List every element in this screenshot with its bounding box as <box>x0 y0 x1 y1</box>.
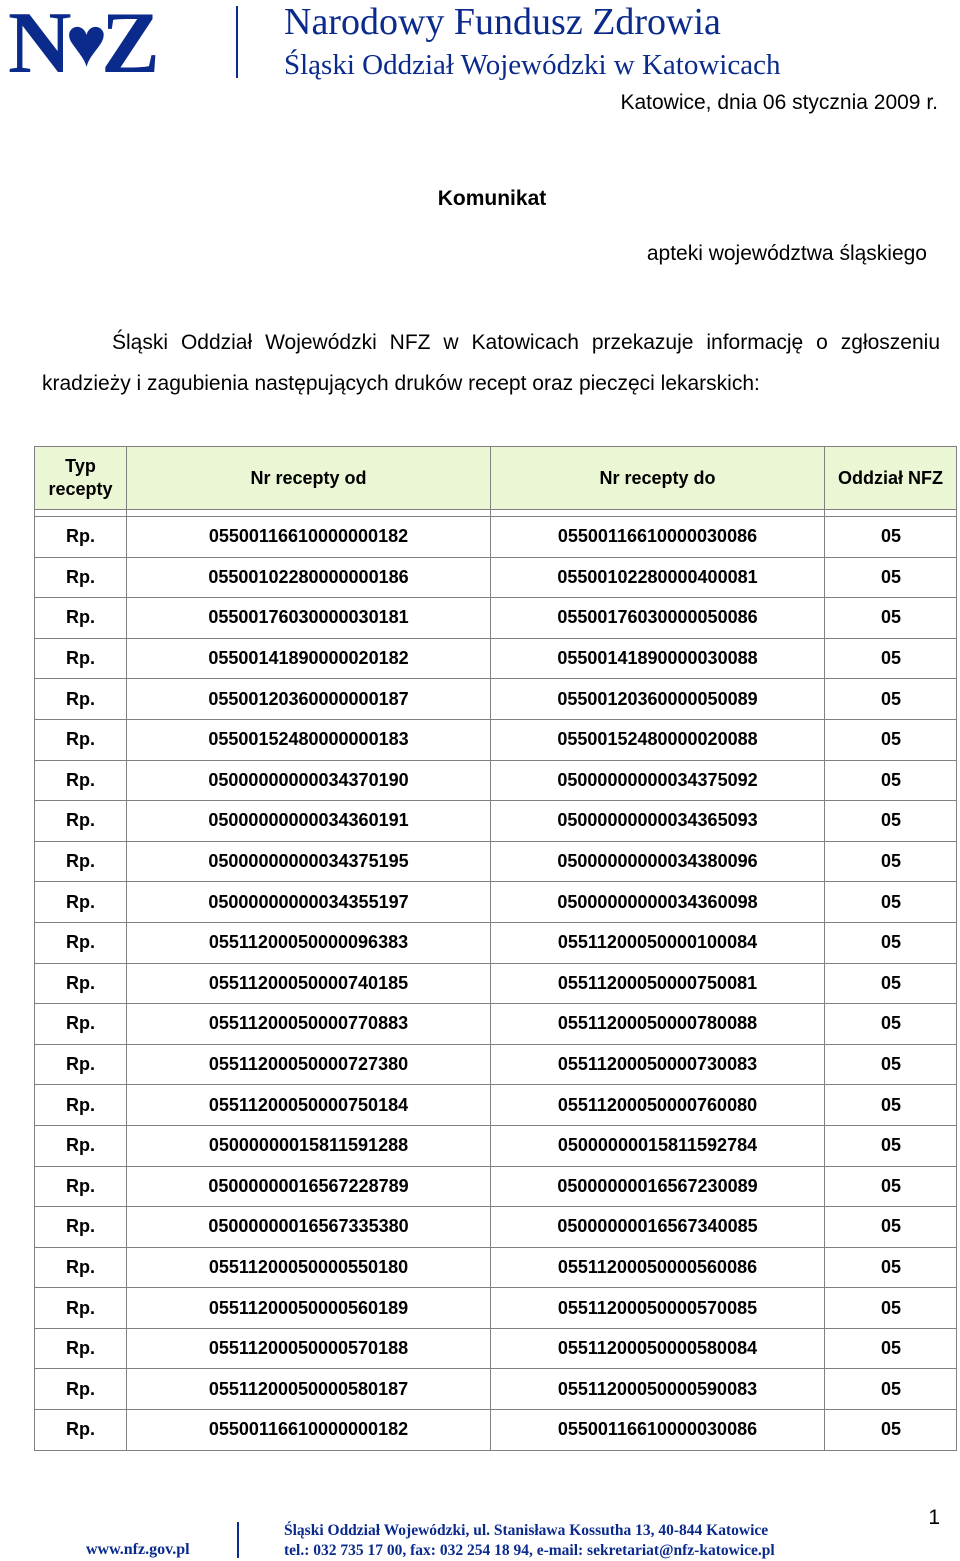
cell-number-to: 05500116610000030086 <box>491 1410 825 1451</box>
cell-branch: 05 <box>825 1004 957 1045</box>
cell-number-from: 05511200050000750184 <box>127 1085 491 1126</box>
nfz-logo: N♥Z <box>8 0 158 92</box>
cell-number-from: 05511200050000096383 <box>127 922 491 963</box>
table-row <box>35 760 957 801</box>
cell-branch: 05 <box>825 1207 957 1248</box>
cell-branch: 05 <box>825 1369 957 1410</box>
cell-type: Rp. <box>35 1004 127 1045</box>
cell-number-to: 05000000000034365093 <box>491 801 825 842</box>
cell-number-to: 05511200050000580084 <box>491 1328 825 1369</box>
header-number-from: Nr recepty od <box>127 447 491 510</box>
cell-type: Rp. <box>35 1288 127 1329</box>
cell-number-to: 05000000016567340085 <box>491 1207 825 1248</box>
table-row <box>35 882 957 923</box>
cell-number-to: 05000000000034375092 <box>491 760 825 801</box>
table-row <box>35 517 957 558</box>
addressee: apteki województwa śląskiego <box>646 242 927 265</box>
cell-type: Rp. <box>35 1166 127 1207</box>
cell-type: Rp. <box>35 719 127 760</box>
cell-number-to: 05000000016567230089 <box>491 1166 825 1207</box>
cell-type: Rp. <box>35 963 127 1004</box>
table-row <box>35 1207 957 1248</box>
cell-number-to: 05511200050000780088 <box>491 1004 825 1045</box>
cell-number-from: 05511200050000570188 <box>127 1328 491 1369</box>
org-name: Narodowy Fundusz Zdrowia <box>284 1 721 43</box>
cell-type: Rp. <box>35 1410 127 1451</box>
footer-divider <box>237 1522 239 1558</box>
cell-number-to: 05000000015811592784 <box>491 1125 825 1166</box>
cell-branch: 05 <box>825 1247 957 1288</box>
cell-branch: 05 <box>825 882 957 923</box>
table-row <box>35 1247 957 1288</box>
table-row <box>35 557 957 598</box>
cell-branch: 05 <box>825 922 957 963</box>
cell-number-from: 05000000000034375195 <box>127 841 491 882</box>
table-body <box>35 517 957 1451</box>
cell-number-from: 05000000000034370190 <box>127 760 491 801</box>
cell-number-from: 05000000016567228789 <box>127 1166 491 1207</box>
cell-type: Rp. <box>35 841 127 882</box>
cell-branch: 05 <box>825 719 957 760</box>
table-header-row <box>35 447 957 510</box>
header-number-to: Nr recepty do <box>491 447 825 510</box>
header-branch: Oddział NFZ <box>825 447 957 510</box>
cell-number-from: 05511200050000560189 <box>127 1288 491 1329</box>
cell-branch: 05 <box>825 1288 957 1329</box>
cell-branch: 05 <box>825 760 957 801</box>
cell-number-from: 05500141890000020182 <box>127 638 491 679</box>
cell-number-from: 05511200050000550180 <box>127 1247 491 1288</box>
table-row <box>35 719 957 760</box>
cell-number-to: 05511200050000760080 <box>491 1085 825 1126</box>
cell-number-to: 05500152480000020088 <box>491 719 825 760</box>
prescription-table <box>34 446 957 1451</box>
table-row <box>35 1044 957 1085</box>
cell-number-from: 05500120360000000187 <box>127 679 491 720</box>
cell-type: Rp. <box>35 1369 127 1410</box>
table-row <box>35 1288 957 1329</box>
header-divider <box>236 6 238 78</box>
cell-number-from: 05000000000034360191 <box>127 801 491 842</box>
cell-number-to: 05500141890000030088 <box>491 638 825 679</box>
cell-type: Rp. <box>35 1328 127 1369</box>
footer-address: Śląski Oddział Wojewódzki, ul. Stanisława Kossutha 13, 40-844 Katowice <box>284 1522 769 1539</box>
cell-type: Rp. <box>35 1247 127 1288</box>
table-row <box>35 638 957 679</box>
cell-number-to: 05511200050000100084 <box>491 922 825 963</box>
cell-number-from: 05511200050000580187 <box>127 1369 491 1410</box>
cell-type: Rp. <box>35 760 127 801</box>
table-row <box>35 1166 957 1207</box>
cell-type: Rp. <box>35 1044 127 1085</box>
cell-number-to: 05000000000034380096 <box>491 841 825 882</box>
cell-type: Rp. <box>35 679 127 720</box>
cell-number-from: 05511200050000727380 <box>127 1044 491 1085</box>
cell-branch: 05 <box>825 1125 957 1166</box>
cell-branch: 05 <box>825 1044 957 1085</box>
cell-number-to: 05500116610000030086 <box>491 517 825 558</box>
cell-number-to: 05511200050000590083 <box>491 1369 825 1410</box>
cell-type: Rp. <box>35 882 127 923</box>
cell-branch: 05 <box>825 1410 957 1451</box>
table-row <box>35 679 957 720</box>
cell-branch: 05 <box>825 679 957 720</box>
org-branch: Śląski Oddział Wojewódzki w Katowicach <box>284 49 781 81</box>
cell-number-from: 05500176030000030181 <box>127 598 491 639</box>
heart-icon: ♥ <box>65 5 106 82</box>
cell-number-from: 05511200050000770883 <box>127 1004 491 1045</box>
table-row <box>35 1369 957 1410</box>
cell-number-to: 05511200050000570085 <box>491 1288 825 1329</box>
cell-type: Rp. <box>35 557 127 598</box>
document-title: Komunikat <box>437 187 547 210</box>
cell-branch: 05 <box>825 638 957 679</box>
cell-number-to: 05511200050000560086 <box>491 1247 825 1288</box>
cell-number-to: 05511200050000750081 <box>491 963 825 1004</box>
cell-number-from: 05000000015811591288 <box>127 1125 491 1166</box>
table-row <box>35 801 957 842</box>
cell-number-from: 05000000000034355197 <box>127 882 491 923</box>
intro-paragraph: Śląski Oddział Wojewódzki NFZ w Katowicach przekazuje informację o zgłoszeniu kradzieży i zagubienia następujących druków recept oraz pieczęci lekarskich: <box>42 331 940 395</box>
cell-branch: 05 <box>825 1085 957 1126</box>
cell-type: Rp. <box>35 1207 127 1248</box>
cell-branch: 05 <box>825 1166 957 1207</box>
cell-type: Rp. <box>35 1085 127 1126</box>
table-row <box>35 922 957 963</box>
table-row <box>35 841 957 882</box>
footer-contact: tel.: 032 735 17 00, fax: 032 254 18 94, e-mail: sekretariat@nfz-katowice.pl <box>284 1542 775 1559</box>
cell-branch: 05 <box>825 963 957 1004</box>
cell-number-to: 05500120360000050089 <box>491 679 825 720</box>
table-row <box>35 598 957 639</box>
footer-url: www.nfz.gov.pl <box>86 1541 190 1558</box>
cell-type: Rp. <box>35 638 127 679</box>
cell-type: Rp. <box>35 801 127 842</box>
cell-number-to: 05500102280000400081 <box>491 557 825 598</box>
cell-number-from: 05000000016567335380 <box>127 1207 491 1248</box>
table-row <box>35 963 957 1004</box>
cell-number-from: 05500102280000000186 <box>127 557 491 598</box>
cell-number-to: 05511200050000730083 <box>491 1044 825 1085</box>
page-number: 1 <box>928 1506 940 1529</box>
cell-type: Rp. <box>35 517 127 558</box>
cell-branch: 05 <box>825 841 957 882</box>
cell-type: Rp. <box>35 598 127 639</box>
cell-type: Rp. <box>35 1125 127 1166</box>
cell-number-from: 05500152480000000183 <box>127 719 491 760</box>
cell-number-to: 05000000000034360098 <box>491 882 825 923</box>
header-type: Typ recepty <box>35 447 127 510</box>
table-row <box>35 1328 957 1369</box>
table-row <box>35 1004 957 1045</box>
cell-branch: 05 <box>825 598 957 639</box>
cell-number-to: 05500176030000050086 <box>491 598 825 639</box>
cell-number-from: 05500116610000000182 <box>127 517 491 558</box>
date-line: Katowice, dnia 06 stycznia 2009 r. <box>620 91 938 114</box>
table-row <box>35 1410 957 1451</box>
table-row <box>35 1085 957 1126</box>
cell-type: Rp. <box>35 922 127 963</box>
cell-branch: 05 <box>825 557 957 598</box>
cell-number-from: 05511200050000740185 <box>127 963 491 1004</box>
cell-branch: 05 <box>825 801 957 842</box>
cell-branch: 05 <box>825 1328 957 1369</box>
cell-branch: 05 <box>825 517 957 558</box>
cell-number-from: 05500116610000000182 <box>127 1410 491 1451</box>
table-row <box>35 1125 957 1166</box>
